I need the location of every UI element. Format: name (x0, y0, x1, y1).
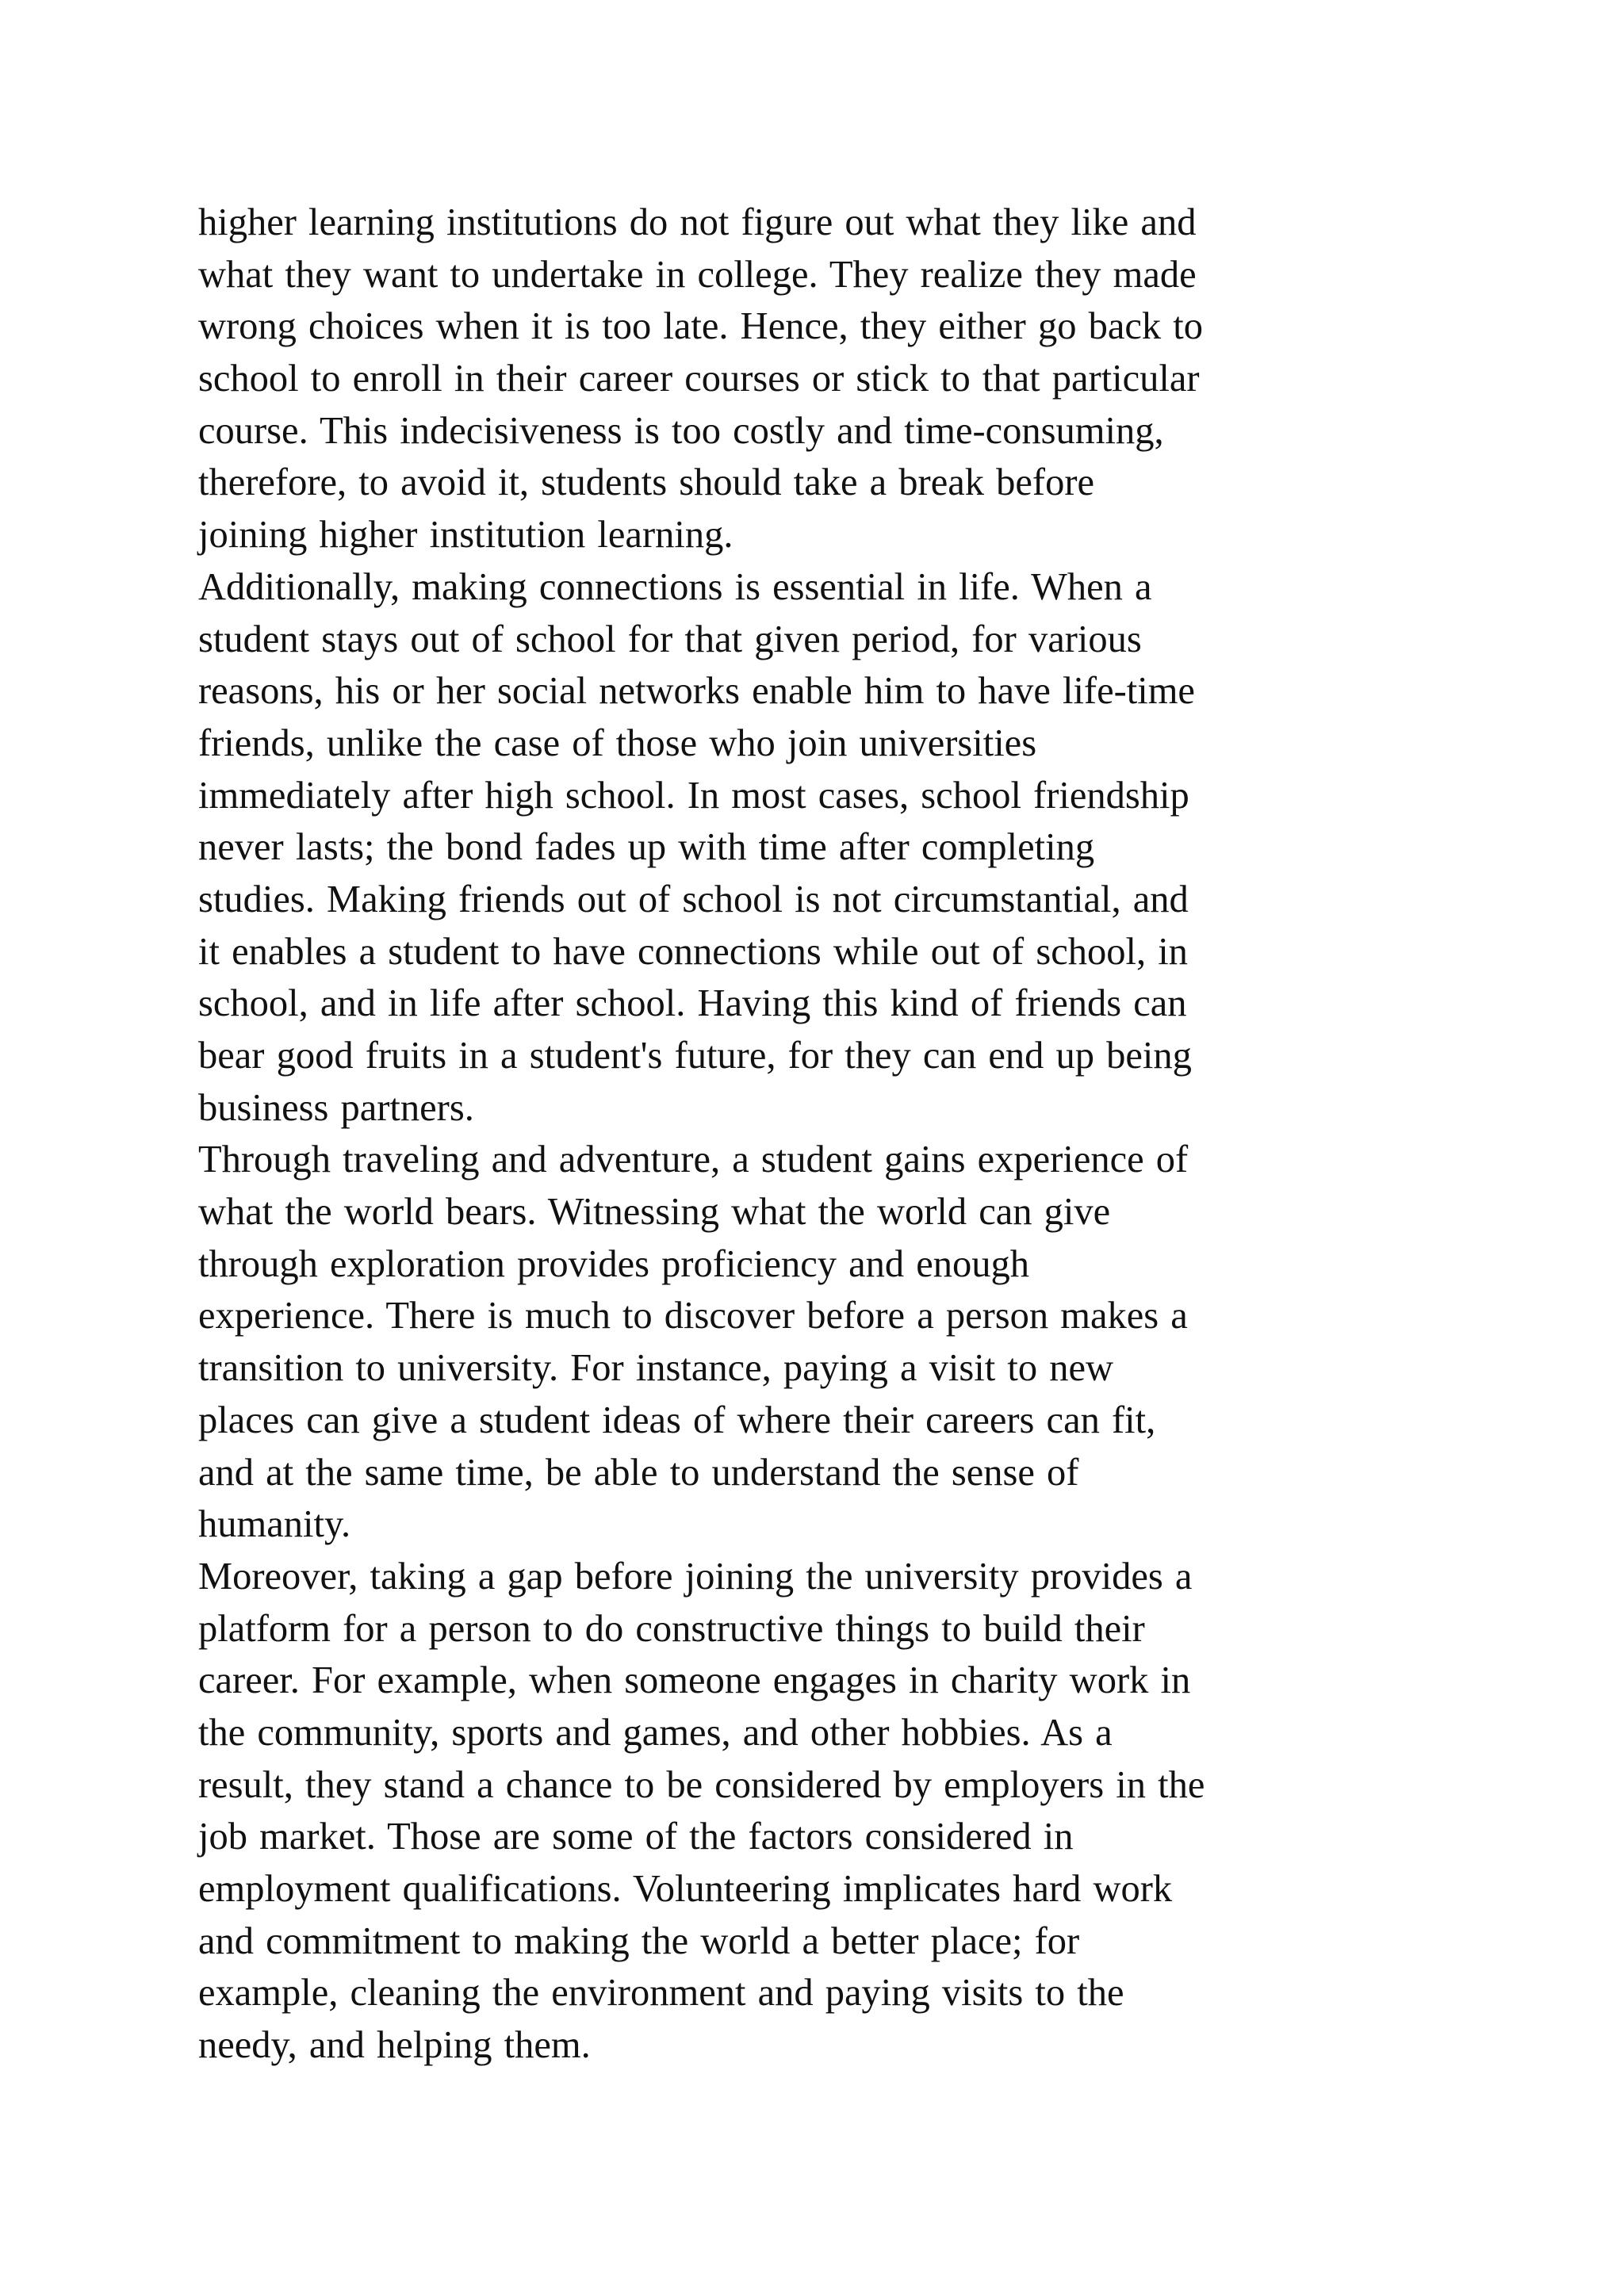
text-line: Additionally, making connections is essential in life. When a (198, 565, 1152, 608)
body-text (198, 197, 1483, 2072)
text-line: therefore, to avoid it, students should take a break before (198, 461, 1094, 504)
text-line: school, and in life after school. Having this kind of friends can (198, 982, 1187, 1025)
text-line: higher learning institutions do not figure out what they like and (198, 201, 1197, 243)
text-line: joining higher institution learning. (198, 514, 733, 557)
text-line: platform for a person to do constructive things to build their (198, 1607, 1145, 1650)
text-line: immediately after high school. In most cases, school friendship (198, 774, 1189, 817)
text-line: school to enroll in their career courses or stick to that particular (198, 358, 1200, 400)
text-line: transition to university. For instance, paying a visit to new (198, 1347, 1114, 1390)
text-line: Through traveling and adventure, a student gains experience of (198, 1138, 1189, 1181)
text-line: what the world bears. Witnessing what the world can give (198, 1191, 1111, 1234)
text-line: employment qualifications. Volunteering implicates hard work (198, 1868, 1173, 1910)
text-line: Moreover, taking a gap before joining the university provides a (198, 1555, 1193, 1598)
text-line: through exploration provides proficiency and enough (198, 1242, 1030, 1285)
text-line: what they want to undertake in college. They realize they made (198, 253, 1197, 296)
text-line: the community, sports and games, and other hobbies. As a (198, 1711, 1113, 1754)
text-line: studies. Making friends out of school is not circumstantial, and (198, 878, 1189, 920)
text-line: places can give a student ideas of where their careers can fit, (198, 1399, 1156, 1441)
text-line: result, they stand a chance to be considered by employers in the (198, 1763, 1205, 1806)
text-line: humanity. (198, 1503, 351, 1546)
text-line: and commitment to making the world a better place; for (198, 1919, 1080, 1962)
text-line: job market. Those are some of the factors considered in (198, 1816, 1074, 1858)
text-line: wrong choices when it is too late. Hence, they either go back to (198, 305, 1203, 348)
text-line: example, cleaning the environment and paying visits to the (198, 1972, 1124, 2015)
text-line: course. This indecisiveness is too costly and time-consuming, (198, 409, 1164, 452)
text-line: career. For example, when someone engages in charity work in (198, 1659, 1191, 1702)
text-line: bear good fruits in a student's future, for they can end up being (198, 1035, 1192, 1077)
text-line: never lasts; the bond fades up with time after completing (198, 826, 1095, 869)
text-line: experience. There is much to discover before a person makes a (198, 1295, 1188, 1337)
text-line: and at the same time, be able to understand the sense of (198, 1451, 1079, 1494)
text-line: business partners. (198, 1086, 474, 1129)
text-line: needy, and helping them. (198, 2024, 591, 2067)
text-line: reasons, his or her social networks enable him to have life-time (198, 670, 1195, 713)
text-line: it enables a student to have connections while out of school, in (198, 930, 1188, 973)
text-line: friends, unlike the case of those who join universities (198, 721, 1037, 764)
text-line: student stays out of school for that given period, for various (198, 618, 1142, 660)
